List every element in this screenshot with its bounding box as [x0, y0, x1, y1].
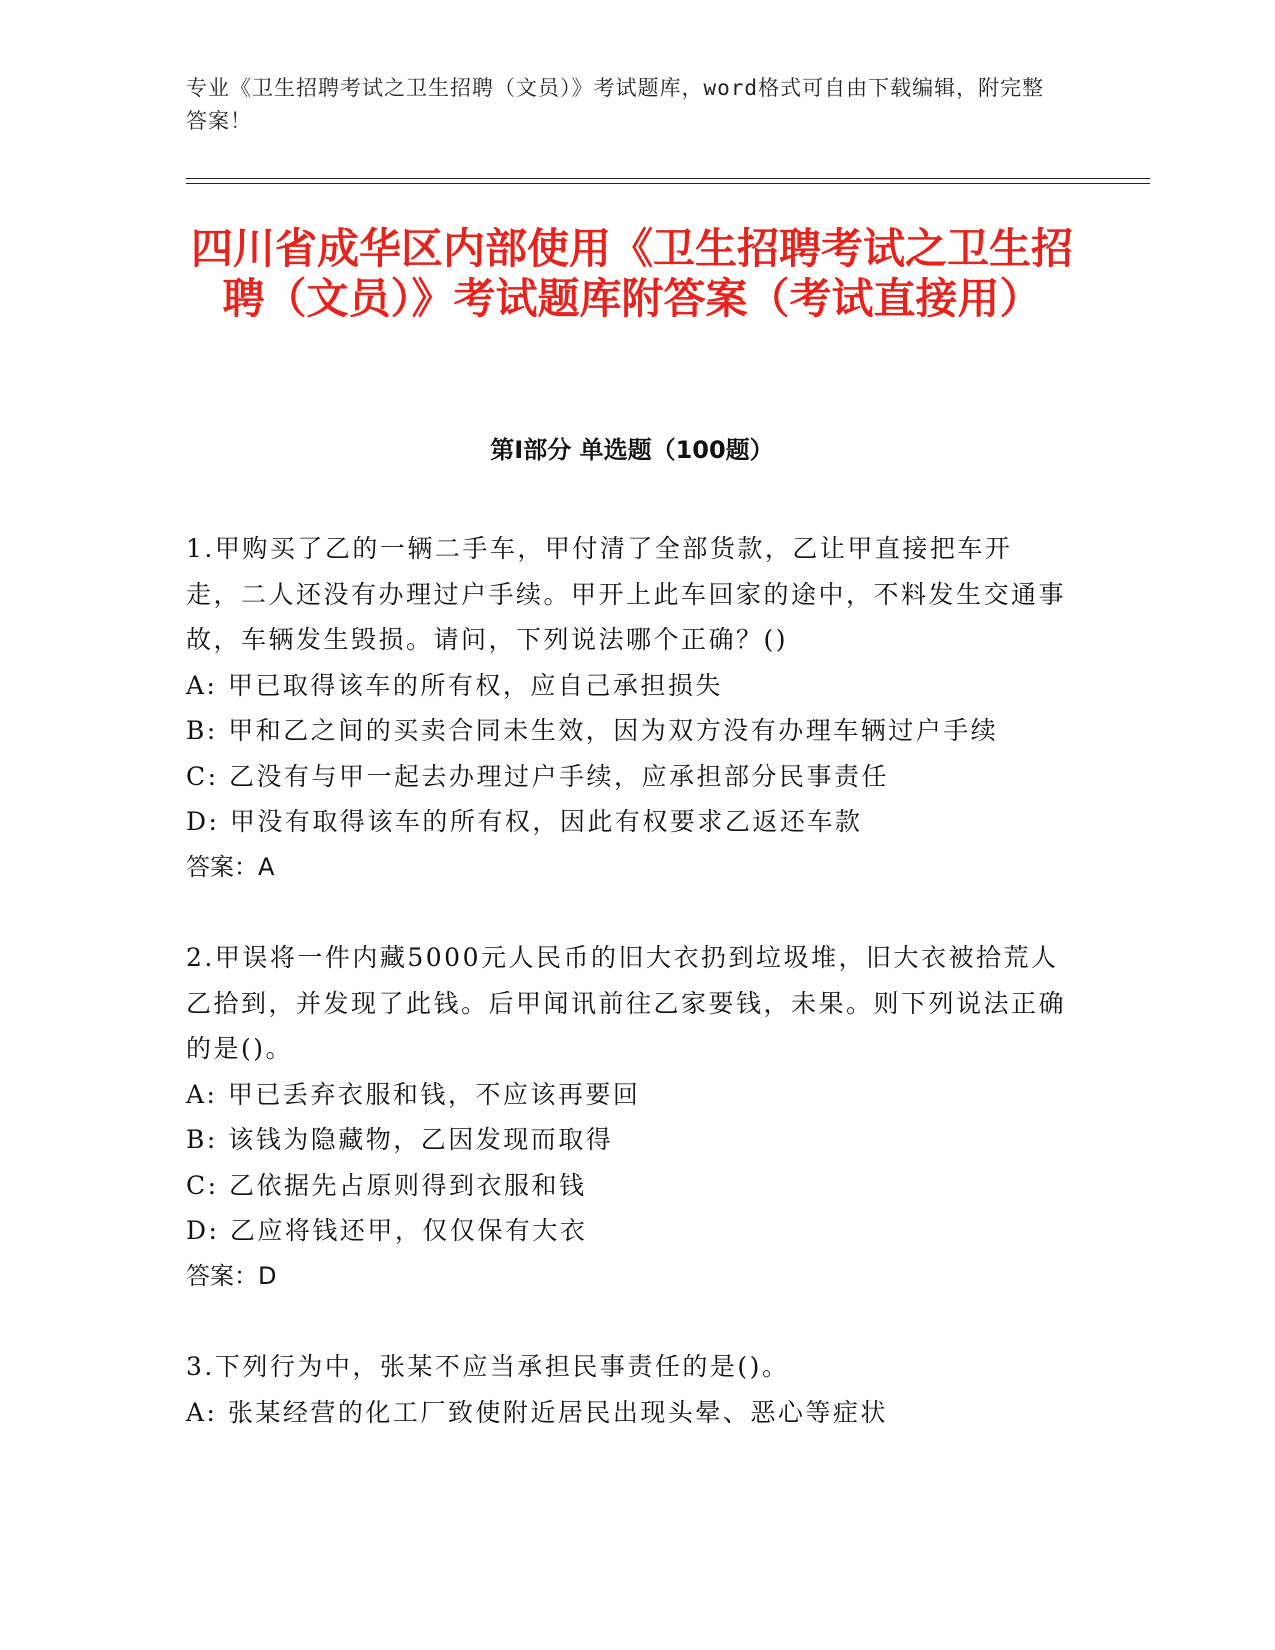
option-a: A: 张某经营的化工厂致使附近居民出现头晕、恶心等症状 — [186, 1397, 888, 1427]
option-d: D: 甲没有取得该车的所有权，因此有权要求乙返还车款 — [186, 807, 863, 836]
header-divider-top — [186, 178, 1150, 179]
answer-label: 答案：A — [186, 852, 275, 881]
header-divider-bottom — [186, 183, 1150, 184]
header-note: 专业《卫生招聘考试之卫生招聘（文员）》考试题库，word格式可自由下载编辑，附完整答案！ — [186, 76, 1045, 133]
answer-label: 答案：D — [186, 1261, 277, 1290]
question-3 — [186, 1344, 1066, 1435]
option-b: B: 甲和乙之间的买卖合同未生效，因为双方没有办理车辆过户手续 — [186, 716, 999, 745]
option-a: A: 甲已取得该车的所有权，应自己承担损失 — [186, 670, 723, 700]
question-1 — [186, 526, 1066, 890]
question-stem: 1.甲购买了乙的一辆二手车，甲付清了全部货款，乙让甲直接把车开走，二人还没有办理过户手续。甲开上此车回家的途中，不料发生交通事故，车辆发生毁损。请问，下列说法哪个正确？() — [186, 534, 1067, 654]
option-c: C: 乙依据先占原则得到衣服和钱 — [186, 1170, 587, 1200]
option-d: D: 乙应将钱还甲，仅仅保有大衣 — [186, 1216, 588, 1245]
question-2 — [186, 935, 1066, 1299]
option-c: C: 乙没有与甲一起去办理过户手续，应承担部分民事责任 — [186, 761, 890, 791]
option-a: A: 甲已丢弃衣服和钱，不应该再要回 — [186, 1079, 641, 1109]
question-stem: 2.甲误将一件内藏5000元人民币的旧大衣扔到垃圾堆，旧大衣被拾荒人乙拾到，并发现了此钱。后甲闻讯前往乙家要钱，未果。则下列说法正确的是()。 — [186, 943, 1067, 1063]
section-title: 第Ⅰ部分 单选题（100题） — [490, 436, 774, 464]
question-list — [186, 526, 1066, 1480]
document-title: 四川省成华区内部使用《卫生招聘考试之卫生招聘（文员）》考试题库附答案（考试直接用） — [190, 224, 1073, 323]
question-stem: 3.下列行为中，张某不应当承担民事责任的是()。 — [186, 1352, 790, 1381]
option-b: B: 该钱为隐藏物，乙因发现而取得 — [186, 1125, 614, 1154]
